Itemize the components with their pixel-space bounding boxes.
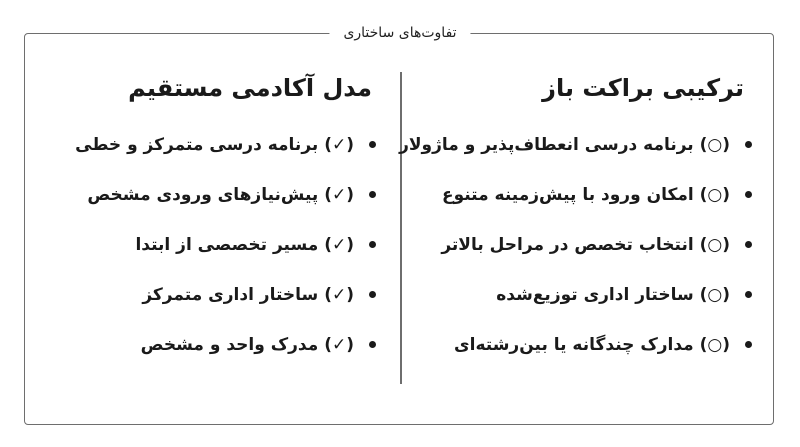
bullet-icon <box>369 341 376 348</box>
item-text: برنامه درسی متمرکز و خطی <box>75 135 319 155</box>
checkmark-icon: (✓) <box>324 285 354 305</box>
column-heading: ترکیبی براکت باز <box>542 74 744 102</box>
item-text: امکان ورود با پیش‌زمینه متنوع <box>441 185 694 205</box>
list-item <box>66 283 376 307</box>
item-text: مسیر تخصصی از ابتدا <box>135 235 319 255</box>
list-item <box>66 183 376 207</box>
list-item <box>432 233 752 257</box>
item-text: ساختار اداری توزیع‌شده <box>496 285 694 305</box>
item-text: پیش‌نیازهای ورودی مشخص <box>87 185 319 205</box>
circle-mark-icon: (○) <box>699 235 730 255</box>
checkmark-icon: (✓) <box>324 135 354 155</box>
bullet-icon <box>745 141 752 148</box>
checkmark-icon: (✓) <box>324 235 354 255</box>
column-open-bracket-hybrid <box>399 68 752 383</box>
bullet-icon <box>369 241 376 248</box>
circle-mark-icon: (○) <box>699 285 730 305</box>
checkmark-icon: (✓) <box>324 185 354 205</box>
circle-mark-icon: (○) <box>699 335 730 355</box>
bullet-icon <box>745 291 752 298</box>
bullet-icon <box>369 141 376 148</box>
item-text: مدرک واحد و مشخص <box>140 335 319 355</box>
list-item <box>432 333 752 357</box>
list-item <box>432 183 752 207</box>
item-text: ساختار اداری متمرکز <box>142 285 319 305</box>
item-text: مدارک چندگانه یا بین‌رشته‌ای <box>454 335 694 355</box>
list-item <box>66 333 376 357</box>
column-divider <box>400 72 402 384</box>
item-text: برنامه درسی انعطاف‌پذیر و ماژولار <box>399 135 694 155</box>
list-item <box>399 133 752 157</box>
feature-list <box>66 133 376 357</box>
list-item <box>432 283 752 307</box>
bullet-icon <box>369 191 376 198</box>
bullet-icon <box>745 341 752 348</box>
bullet-icon <box>745 241 752 248</box>
bullet-icon <box>369 291 376 298</box>
item-text: انتخاب تخصص در مراحل بالاتر <box>441 235 694 255</box>
list-item <box>66 133 376 157</box>
column-heading: مدل آکادمی مستقیم <box>128 74 372 102</box>
bullet-icon <box>745 191 752 198</box>
column-direct-academy <box>66 68 376 383</box>
list-item <box>66 233 376 257</box>
circle-mark-icon: (○) <box>699 185 730 205</box>
frame-title: تفاوت‌های ساختاری <box>329 22 470 44</box>
circle-mark-icon: (○) <box>699 135 730 155</box>
feature-list <box>399 133 752 357</box>
checkmark-icon: (✓) <box>324 335 354 355</box>
